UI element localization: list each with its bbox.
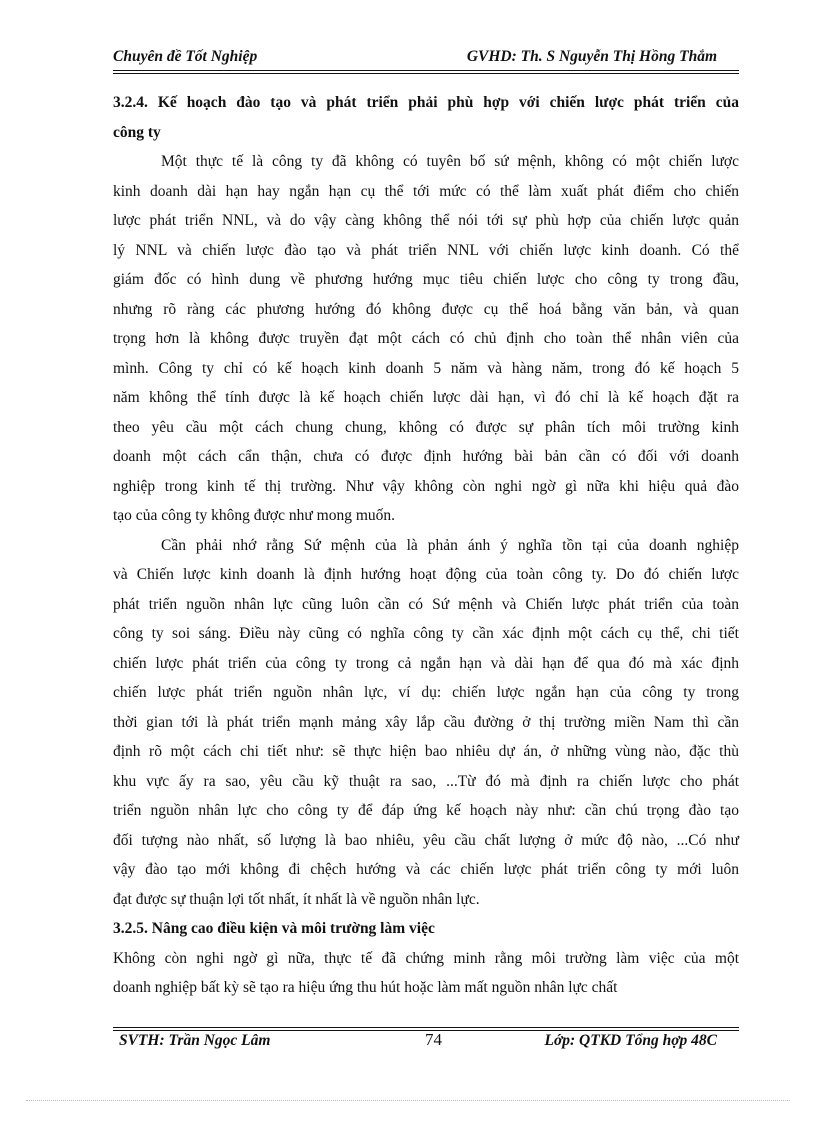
paragraph-line: đạt được sự thuận lợi tốt nhất, ít nhất là về nguồn nhân lực. bbox=[113, 890, 480, 908]
page-number: 74 bbox=[425, 1030, 442, 1049]
paragraph-line: năm không thể tính được là kế hoạch chiến lược dài hạn, vì đó chỉ là kế hoạch đặt ra bbox=[113, 389, 739, 406]
header-course-title: Chuyên đề Tốt Nghiệp bbox=[113, 48, 258, 65]
paragraph-line: Không còn nghi ngờ gì nữa, thực tế đã chứng minh rằng môi trường làm việc của một bbox=[113, 949, 739, 967]
paragraph-line: giám đốc có hình dung về phương hướng mục tiêu chiến lược cho công ty trong đầu, bbox=[113, 271, 739, 288]
paragraph-line: trọng hơn là không được truyền đạt một cách có chủ định cho toàn thể nhân viên của bbox=[113, 330, 739, 347]
paragraph-line: tạo của công ty không được như mong muốn. bbox=[113, 507, 395, 524]
paragraph-line: chiến lược phát triển nguồn nhân lực, ví dụ: chiến lược ngắn hạn của công ty trong bbox=[113, 684, 739, 701]
paragraph-line: phát triển nguồn nhân lực cũng luôn cần có Sứ mệnh và Chiến lược phát triển của toàn bbox=[113, 595, 739, 613]
page-bottom-dotted-line bbox=[26, 1100, 790, 1101]
paragraph-line: kinh doanh dài hạn hay ngắn hạn cụ thể tới mức có thể làm xuất phát điểm cho chiến bbox=[113, 182, 739, 200]
paragraph-line: triển nguồn nhân lực cho công ty để đáp ứng kế hoạch này như: cần chú trọng đào tạo bbox=[113, 802, 739, 819]
paragraph-line: đối tượng nào nhất, số lượng là bao nhiêu, yêu cầu chất lượng ở mức độ nào, ...Có như bbox=[113, 831, 739, 849]
section-heading-3-2-5: 3.2.5. Nâng cao điều kiện và môi trường làm việc bbox=[113, 920, 435, 937]
paragraph-2 bbox=[113, 531, 739, 915]
header-supervisor: GVHD: Th. S Nguyễn Thị Hồng Thắm bbox=[466, 48, 717, 65]
header-rule bbox=[113, 70, 739, 71]
paragraph-line: chiến lược phát triển của công ty trong cả ngắn hạn và dài hạn để qua đó mà xác định bbox=[113, 654, 739, 672]
page-header bbox=[113, 46, 739, 70]
footer-student: SVTH: Trần Ngọc Lâm bbox=[119, 1032, 271, 1049]
paragraph-line: khu vực ấy ra sao, yêu cầu kỹ thuật ra sao, ...Từ đó mà định ra chiến lược cho phát bbox=[113, 772, 739, 790]
paragraph-line: doanh một cách cẩn thận, chưa có được định hướng bài bản cần có đối với doanh bbox=[113, 448, 739, 465]
paragraph-line: doanh nghiệp bất kỳ sẽ tạo ra hiệu ứng thu hút hoặc làm mất nguồn nhân lực chất bbox=[113, 979, 618, 996]
section-heading-3-2-4: 3.2.4. Kế hoạch đào tạo và phát triển phải phù hợp với chiến lược phát triển của bbox=[113, 94, 739, 111]
paragraph-line: vậy đào tạo mới không đi chệch hướng và các chiến lược phát triển công ty mới luôn bbox=[113, 861, 739, 878]
paragraph-3 bbox=[113, 944, 739, 1003]
page-footer bbox=[113, 1032, 739, 1058]
footer-class: Lớp: QTKD Tổng hợp 48C bbox=[544, 1032, 717, 1049]
paragraph-line: lý NNL và chiến lược đào tạo và phát triển NNL với chiến lược kinh doanh. Có thể bbox=[113, 241, 739, 259]
paragraph-line: theo yêu cầu một cách chung chung, không có được sự phân tích môi trường kinh bbox=[113, 418, 739, 436]
section-heading-3-2-4-cont: công ty bbox=[113, 123, 161, 141]
footer-rule bbox=[113, 1027, 739, 1028]
paragraph-line: nhưng rõ ràng các phương hướng đó không được cụ thể hoá bằng văn bản, và quan bbox=[113, 300, 739, 318]
paragraph-line: mình. Công ty chỉ có kế hoạch kinh doanh 5 năm và hàng năm, trong đó kế hoạch 5 bbox=[113, 359, 739, 377]
header-rule-thin bbox=[113, 73, 739, 74]
page-body bbox=[113, 88, 739, 1003]
paragraph-line: và Chiến lược kinh doanh là định hướng hoạt động của toàn công ty. Do đó chiến lược bbox=[113, 566, 739, 583]
paragraph-line: thời gian tới là phát triển mạnh mảng xây lắp cầu đường ở thị trường miền Nam thì cần bbox=[113, 713, 739, 731]
paragraph-line: định rõ một cách chi tiết như: sẽ thực hiện bao nhiêu dự án, ở những vùng nào, đặc thù bbox=[113, 743, 739, 760]
paragraph-line: Cần phải nhớ rằng Sứ mệnh của là phản ánh ý nghĩa tồn tại của doanh nghiệp bbox=[161, 536, 739, 554]
paragraph-line: Một thực tế là công ty đã không có tuyên bố sứ mệnh, không có một chiến lược bbox=[161, 153, 739, 170]
paragraph-line: công ty soi sáng. Điều này cũng có nghĩa công ty cần xác định một cách cụ thể, chi tiết bbox=[113, 625, 739, 642]
paragraph-1 bbox=[113, 147, 739, 531]
paragraph-line: nghiệp trong kinh tế thị trường. Như vậy không còn nghi ngờ gì nữa khi hiệu quả đào bbox=[113, 477, 739, 495]
paragraph-line: lược phát triển NNL, và do vậy càng không thể nói tới sự phù hợp của chiến lược quản bbox=[113, 212, 739, 229]
